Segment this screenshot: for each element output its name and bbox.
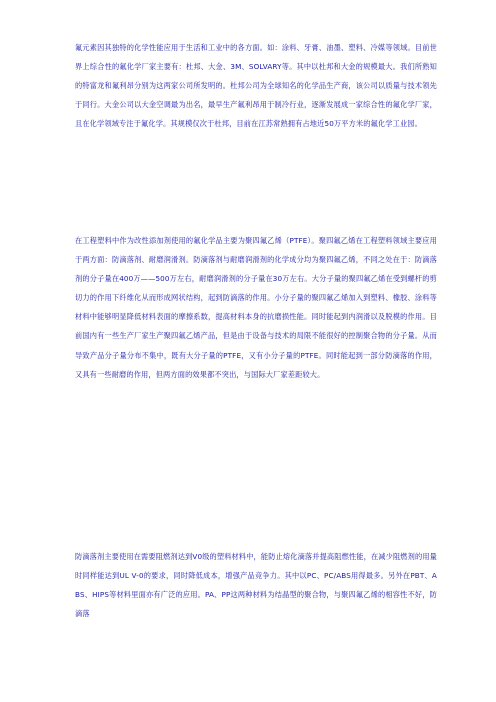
- paragraph-anti-drip-agent: 防滴落剂主要使用在需要阻燃剂达到V0级的塑料材料中，能防止熔化滴落并提高阻燃性能，在减少阻燃剂的用量时同样能达到UL V-0的要求，同时降低成本，增强产品竞争力。其中以PC、PC/ABS用得最多。另外在PBT、ABS、HIPS等材料里面亦有广泛的应用。PA、PP这两种材料为结晶型的聚合物，与聚四氟乙烯的相容性不好，防滴落: [75, 552, 437, 619]
- paragraph-fluorine-companies: 氟元素因其独特的化学性能应用于生活和工业中的各方面。如：涂料、牙膏、油墨、塑料、冷媒等领域。目前世界上综合性的氟化学厂家主要有：杜邦、大金、3M、SOLVARY等。其中以杜邦和大金的规模最大。我们所熟知的特富龙和氟利昂分别为这两家公司所发明的。杜邦公司为全球知名的化学品生产商，该公司以质量与技术领先于同行。大金公司以大金空调最为出名，最早生产氟利昂用于制冷行业，逐渐发展成一家综合性的氟化学厂家，且在化学领域专注于氟化学。其规模仅次于杜邦，目前在江苏常熟拥有占地近50万平方米的氟化学工业园。: [75, 43, 437, 129]
- paragraph-ptfe-applications: 在工程塑料中作为改性添加剂使用的氟化学品主要为聚四氟乙烯（PTFE）。聚四氟乙烯在工程塑料领域主要应用于两方面：防滴落剂、耐磨润滑剂。防滴落剂与耐磨润滑剂的化学成分均为聚四氟乙烯，不同之处在于：防滴落剂的分子量在400万——500万左右，耐磨润滑剂的分子量在30万左右。大分子量的聚四氟乙烯在受到螺杆的剪切力的作用下纤维化从而形成网状结构，起到防滴落的作用。小分子量的聚四氟乙烯加入到塑料、橡胶、涂料等材料中能够明显降低材料表面的摩擦系数，提高材料本身的抗磨损性能。同时能起到内润滑以及脱模的作用。目前国内有一些生产厂家生产聚四氟乙烯产品，但是由于设备与技术的局限不能很好的控制聚合物的分子量。从而导致产品分子量分布不集中，既有大分子量的PTFE，又有小分子量的PTFE。同时能起到一部分防滴落的作用，又具有一些耐磨的作用，但两方面的效果都不突出，与国际大厂家差距较大。: [75, 236, 437, 379]
